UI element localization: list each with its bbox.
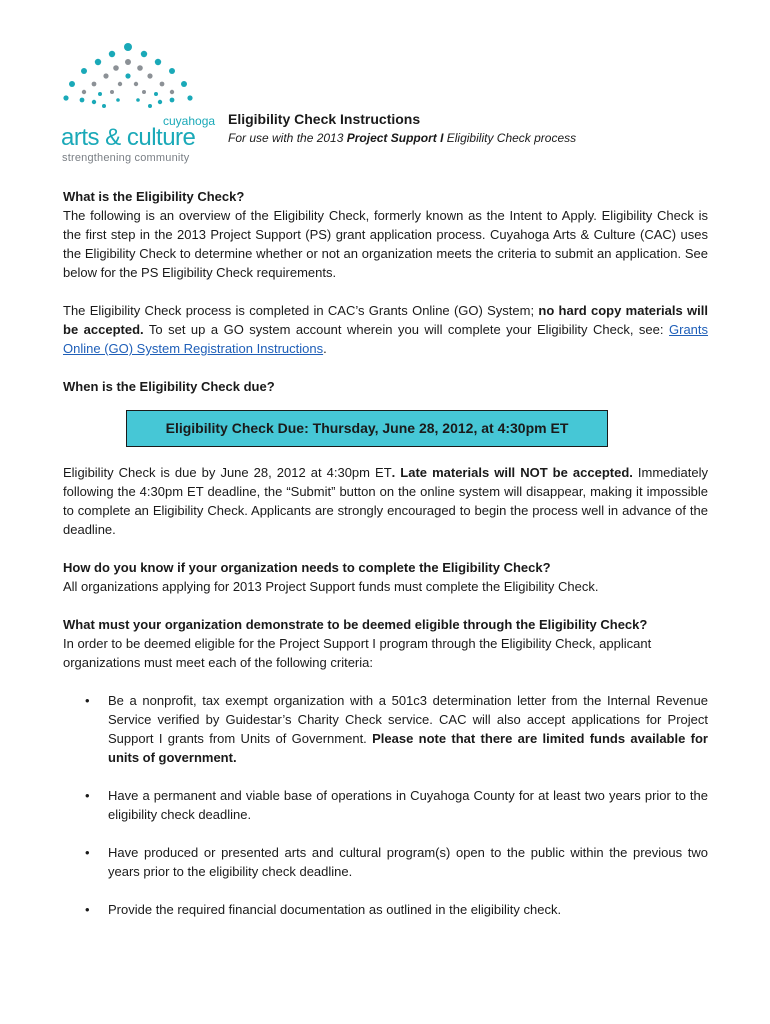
paragraph-go-system: The Eligibility Check process is completed in CAC’s Grants Online (GO) System; no hard copy materials will be accepted. To set up a GO system account wherein you will complete your Eligibility Check, see: Grants Online (GO) System Registration Instructions. [63,303,709,356]
criteria-list [63,691,708,919]
cac-logo [60,40,216,170]
logo-tagline: strengthening community [62,152,190,164]
heading-what-is-check: What is the Eligibility Check? [63,189,245,204]
heading-when-due: When is the Eligibility Check due? [63,379,275,394]
logo-cuyahoga-text: cuyahoga [163,114,216,128]
list-item: • Have produced or presented arts and cultural program(s) open to the public within the previous two years prior to the eligibility check deadline. [85,845,708,879]
document-body [63,187,708,938]
list-item: • Be a nonprofit, tax exempt organization with a 501c3 determination letter from the Internal Revenue Service verified by Guidestar’s Charity Check service. CAC will also accept applications for Project Support I grants from Units of Government. Please note that there are limited funds available for units of government. [85,693,708,765]
document-subtitle: For use with the 2013 Project Support I Eligibility Check process [228,131,577,145]
document-title: Eligibility Check Instructions [228,111,421,127]
paragraph-criteria-intro: In order to be deemed eligible for the Project Support I program through the Eligibility Check, applicant organizations must meet each of the following criteria: [63,636,652,670]
heading-who-completes: How do you know if your organization needs to complete the Eligibility Check? [63,560,551,575]
paragraph-overview: The following is an overview of the Eligibility Check, formerly known as the Intent to Apply. Eligibility Check is the first step in the 2013 Project Support (PS) grant application process. Cuyahoga Arts & Culture (CAC) uses the Eligibility Check to determine whether or not an organization meets the criteria to submit an application. See below for the PS Eligibility Check requirements. [63,208,708,280]
logo-arts-culture-text: arts & culture [61,124,196,151]
due-date-box: Eligibility Check Due: Thursday, June 28, 2012, at 4:30pm ET [126,410,608,447]
heading-eligibility-criteria: What must your organization demonstrate to be deemed eligible through the Eligibility Check? [63,617,648,632]
paragraph-deadline: Eligibility Check is due by June 28, 2012 at 4:30pm ET. Late materials will NOT be accepted. Immediately following the 4:30pm ET deadline, the “Submit” button on the online system will disappear, making it impossible to complete an Eligibility Check. Applicants are strongly encouraged to begin the process well in advance of the deadline. [63,465,708,537]
dot-burst-logo-icon [60,40,195,112]
list-item: • Provide the required financial documentation as outlined in the eligibility check. [85,902,562,917]
registration-instructions-link[interactable]: Grants Online (GO) System Registration Instructions [63,322,709,356]
list-item: • Have a permanent and viable base of operations in Cuyahoga County for at least two years prior to the eligibility check deadline. [85,788,708,822]
paragraph-who-completes: All organizations applying for 2013 Project Support funds must complete the Eligibility Check. [63,579,599,594]
